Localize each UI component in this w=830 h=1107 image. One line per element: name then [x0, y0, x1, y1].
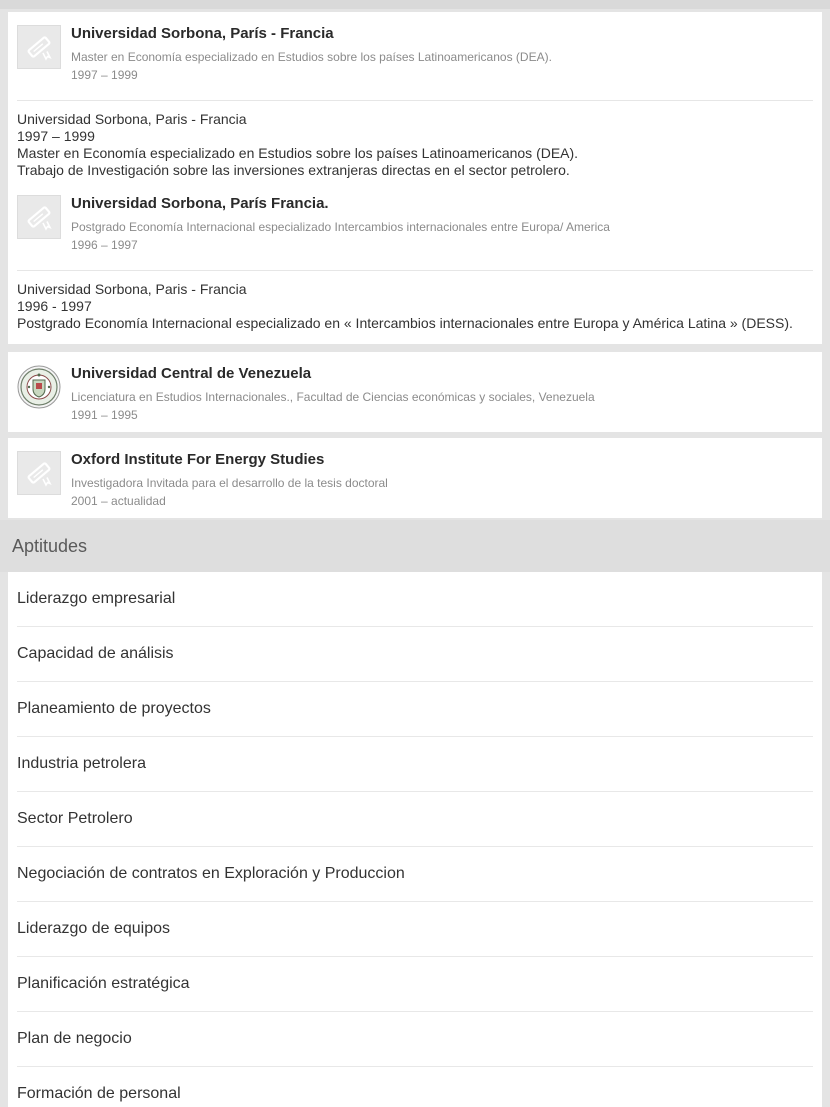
- skill-item[interactable]: Industria petrolera: [17, 737, 813, 792]
- diploma-placeholder-icon: [17, 195, 61, 239]
- skill-item[interactable]: Liderazgo de equipos: [17, 902, 813, 957]
- school-name[interactable]: Universidad Sorbona, París Francia.: [71, 195, 329, 212]
- school-name[interactable]: Universidad Central de Venezuela: [71, 365, 312, 382]
- university-seal-icon: [17, 365, 61, 409]
- school-name[interactable]: Oxford Institute For Energy Studies: [71, 451, 325, 468]
- skills-list: [8, 572, 822, 1107]
- skill-item[interactable]: Formación de personal: [17, 1067, 813, 1107]
- degree-summary: Investigadora Invitada para el desarrollo de la tesis doctoral: [71, 476, 388, 490]
- description-line: Universidad Sorbona, Paris - Francia: [17, 281, 247, 297]
- description-line: 1997 – 1999: [17, 128, 95, 144]
- section-title: Aptitudes: [12, 536, 88, 556]
- skill-item[interactable]: Liderazgo empresarial: [17, 572, 813, 627]
- date-range: 1991 – 1995: [71, 408, 138, 422]
- education-description: [8, 101, 822, 191]
- education-entry[interactable]: [8, 352, 822, 432]
- date-range: 2001 – actualidad: [71, 494, 166, 508]
- description-line: 1996 - 1997: [17, 298, 92, 314]
- degree-summary: Postgrado Economía Internacional especializado Intercambios internacionales entre Europa/ America: [71, 220, 610, 234]
- description-line: Postgrado Economía Internacional especializado en « Intercambios internacionales entre Europa y América Latina » (DESS).: [17, 315, 793, 331]
- description-line: Master en Economía especializado en Estudios sobre los países Latinoamericanos (DEA).: [17, 145, 579, 161]
- date-range: 1997 – 1999: [71, 68, 138, 82]
- skill-item[interactable]: Capacidad de análisis: [17, 627, 813, 682]
- degree-summary: Master en Economía especializado en Estudios sobre los países Latinoamericanos (DEA).: [71, 50, 552, 64]
- description-line: Trabajo de Investigación sobre las inversiones extranjeras directas en el sector petrolero.: [17, 162, 570, 178]
- skill-item[interactable]: Sector Petrolero: [17, 792, 813, 847]
- skill-item[interactable]: Negociación de contratos en Exploración y Produccion: [17, 847, 813, 902]
- diploma-placeholder-icon: [17, 451, 61, 495]
- education-entry[interactable]: [8, 182, 822, 344]
- date-range: 1996 – 1997: [71, 238, 138, 252]
- top-strip: [0, 0, 830, 9]
- education-description: [8, 271, 822, 344]
- skill-item[interactable]: Planeamiento de proyectos: [17, 682, 813, 737]
- degree-summary: Licenciatura en Estudios Internacionales., Facultad de Ciencias económicas y sociales, Venezuela: [71, 390, 595, 404]
- description-line: Universidad Sorbona, Paris - Francia: [17, 111, 247, 127]
- skill-item[interactable]: Plan de negocio: [17, 1012, 813, 1067]
- school-name[interactable]: Universidad Sorbona, París - Francia: [71, 25, 334, 42]
- education-entry[interactable]: [8, 438, 822, 518]
- skill-item[interactable]: Planificación estratégica: [17, 957, 813, 1012]
- education-entry[interactable]: [8, 12, 822, 191]
- skills-section-header: [0, 520, 830, 572]
- diploma-placeholder-icon: [17, 25, 61, 69]
